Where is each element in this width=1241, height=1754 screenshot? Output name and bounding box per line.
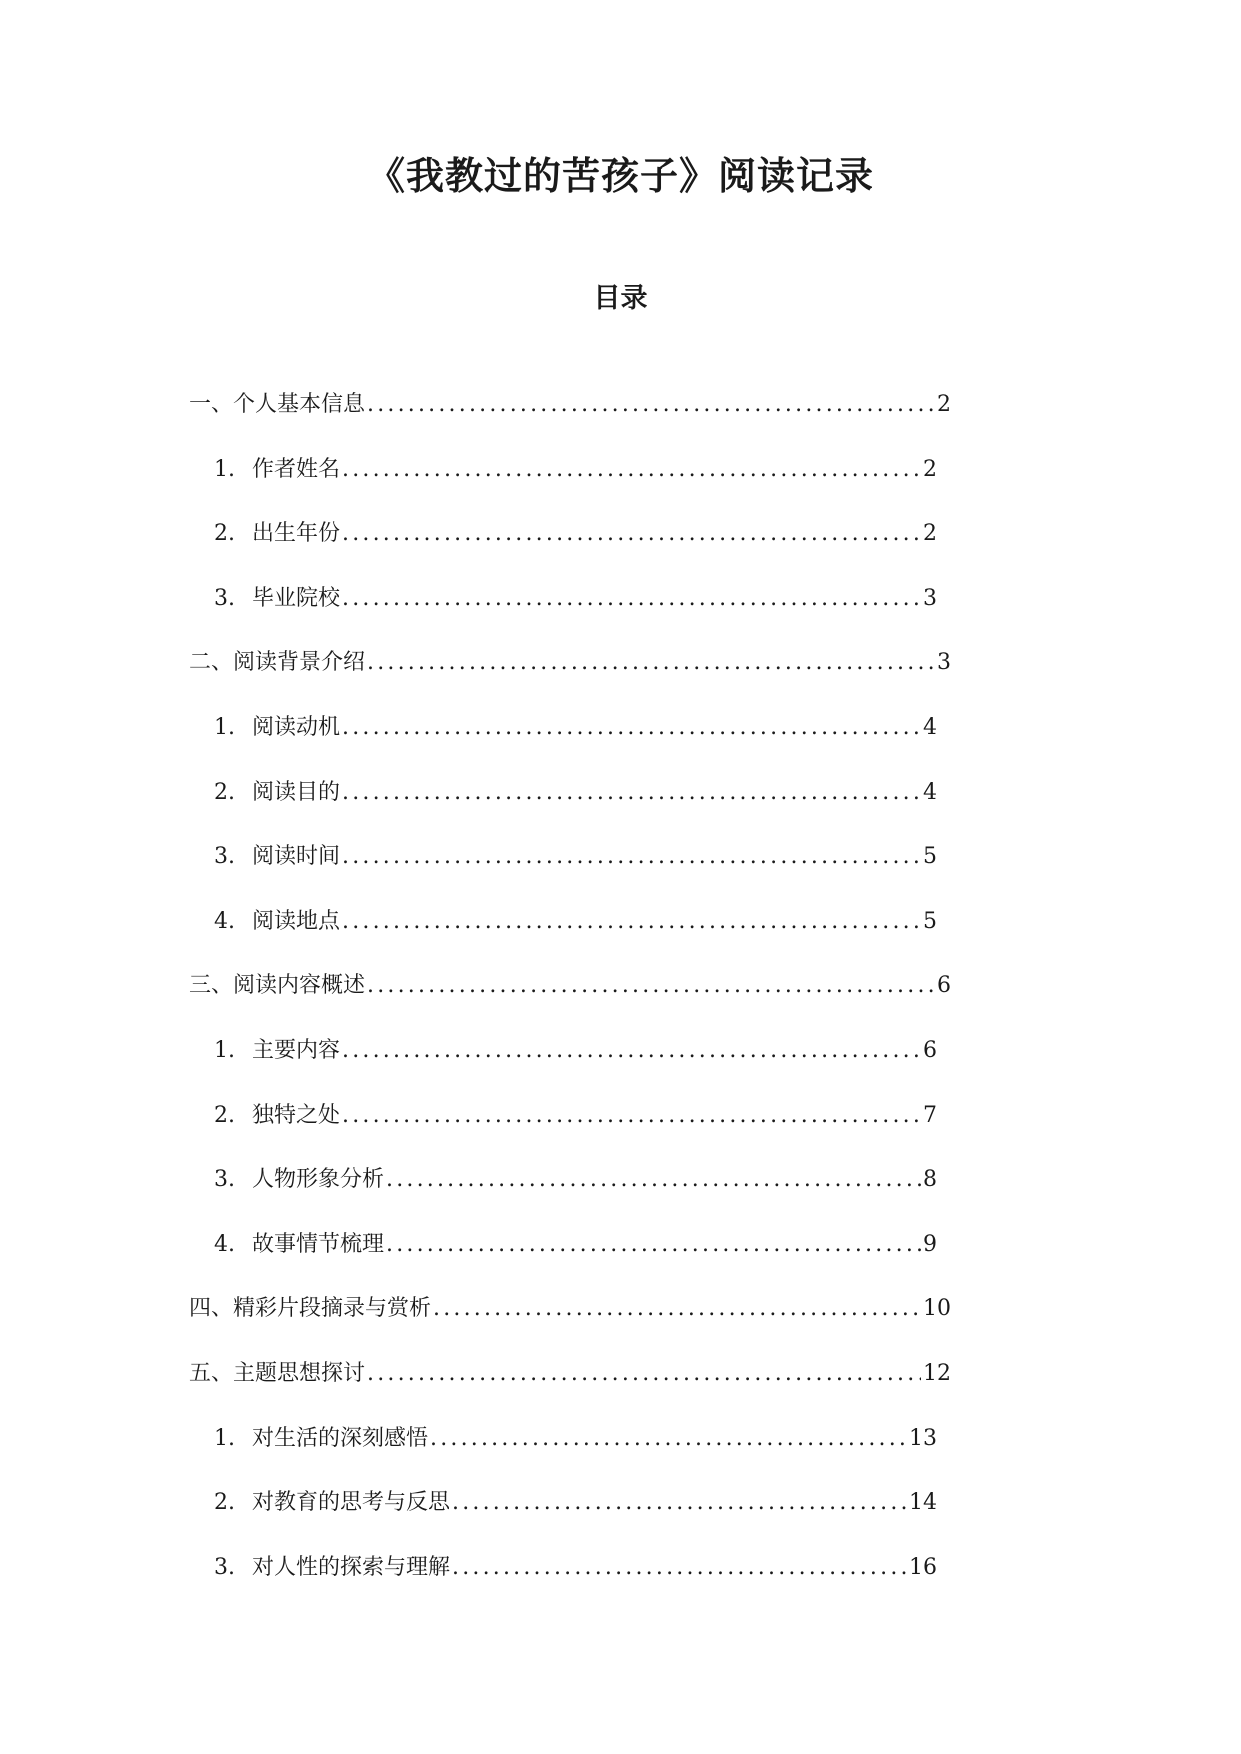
toc-entry[interactable] xyxy=(214,773,937,813)
toc-dot-leader xyxy=(452,1548,907,1588)
toc-dot-leader xyxy=(342,708,921,748)
toc-dot-leader xyxy=(386,1160,921,1200)
toc-entry-page-number: 12 xyxy=(923,1361,951,1386)
toc-entry-page-number: 2 xyxy=(923,521,937,546)
toc-entry-page-number: 8 xyxy=(923,1167,937,1192)
toc-entry-page-number: 10 xyxy=(923,1296,951,1321)
toc-entry-title: 三、阅读内容概述 xyxy=(189,973,366,998)
toc-dot-leader xyxy=(386,1225,921,1265)
toc-dot-leader xyxy=(367,643,935,683)
toc-entry-page-number: 3 xyxy=(923,586,937,611)
toc-entry-title: 阅读地点 xyxy=(252,909,341,934)
toc-entry[interactable] xyxy=(189,1289,951,1329)
toc-entry-title: 故事情节梳理 xyxy=(252,1232,385,1257)
toc-dot-leader xyxy=(342,902,921,942)
toc-dot-leader xyxy=(342,514,921,554)
toc-entry-number: 2. xyxy=(214,1103,235,1128)
toc-dot-leader xyxy=(367,385,935,425)
toc-entry-number: 2. xyxy=(214,521,235,546)
toc-entry-title: 阅读目的 xyxy=(252,780,341,805)
toc-entry-title: 毕业院校 xyxy=(252,586,341,611)
toc-dot-leader xyxy=(342,1031,921,1071)
toc-entry[interactable] xyxy=(189,966,951,1006)
toc-entry-page-number: 4 xyxy=(923,780,937,805)
toc-entry-number: 2. xyxy=(214,1490,235,1515)
toc-entry-number: 1. xyxy=(214,715,235,740)
toc-entry-page-number: 6 xyxy=(937,973,951,998)
document-title: 《我教过的苦孩子》阅读记录 xyxy=(366,153,874,198)
toc-entry-number: 1. xyxy=(214,457,235,482)
toc-entry[interactable] xyxy=(214,902,937,942)
toc-entry-title: 二、阅读背景介绍 xyxy=(189,650,366,675)
toc-entry[interactable] xyxy=(214,1096,937,1136)
toc-entry-page-number: 5 xyxy=(923,844,937,869)
toc-entry[interactable] xyxy=(189,1354,951,1394)
toc-dot-leader xyxy=(367,966,935,1006)
toc-entry-page-number: 7 xyxy=(923,1103,937,1128)
toc-entry-title: 出生年份 xyxy=(252,521,341,546)
toc-entry[interactable] xyxy=(214,1225,937,1265)
toc-dot-leader xyxy=(342,450,921,490)
toc-dot-leader xyxy=(342,1096,921,1136)
toc-entry-title: 对人性的探索与理解 xyxy=(252,1555,451,1580)
toc-entry[interactable] xyxy=(214,1160,937,1200)
toc-entry-title: 一、个人基本信息 xyxy=(189,392,366,417)
toc-entry-title: 独特之处 xyxy=(252,1103,341,1128)
toc-entry-page-number: 9 xyxy=(923,1232,937,1257)
toc-entry-page-number: 16 xyxy=(909,1555,937,1580)
toc-heading: 目录 xyxy=(593,283,648,314)
toc-entry-title: 作者姓名 xyxy=(252,457,341,482)
toc-entry-number: 2. xyxy=(214,780,235,805)
toc-entry[interactable] xyxy=(214,1548,937,1588)
toc-entry-page-number: 14 xyxy=(909,1490,937,1515)
toc-dot-leader xyxy=(342,837,921,877)
toc-entry-number: 3. xyxy=(214,1167,235,1192)
toc-entry-page-number: 2 xyxy=(923,457,937,482)
toc-entry-title: 对生活的深刻感悟 xyxy=(252,1426,429,1451)
toc-entry-page-number: 2 xyxy=(937,392,951,417)
toc-entry[interactable] xyxy=(214,514,937,554)
toc-entry-title: 四、精彩片段摘录与赏析 xyxy=(189,1296,432,1321)
toc-entry-number: 4. xyxy=(214,1232,235,1257)
toc-entry[interactable] xyxy=(214,1419,937,1459)
toc-entry-number: 3. xyxy=(214,586,235,611)
toc-dot-leader xyxy=(342,773,921,813)
toc-dot-leader xyxy=(367,1354,921,1394)
toc-dot-leader xyxy=(342,579,921,619)
toc-entry[interactable] xyxy=(214,1031,937,1071)
toc-entry-page-number: 4 xyxy=(923,715,937,740)
toc-dot-leader xyxy=(430,1419,907,1459)
toc-entry-number: 1. xyxy=(214,1426,235,1451)
toc-entry-title: 阅读时间 xyxy=(252,844,341,869)
toc-entry-page-number: 6 xyxy=(923,1038,937,1063)
toc-entry[interactable] xyxy=(189,643,951,683)
toc-entry-title: 对教育的思考与反思 xyxy=(252,1490,451,1515)
toc-dot-leader xyxy=(433,1289,921,1329)
toc-entry[interactable] xyxy=(214,837,937,877)
toc-entry[interactable] xyxy=(214,1483,937,1523)
toc-entry[interactable] xyxy=(214,450,937,490)
toc-entry[interactable] xyxy=(214,708,937,748)
toc-entry[interactable] xyxy=(189,385,951,425)
toc-entry-title: 五、主题思想探讨 xyxy=(189,1361,366,1386)
toc-entry-page-number: 5 xyxy=(923,909,937,934)
toc-entry-page-number: 13 xyxy=(909,1426,937,1451)
toc-entry-number: 3. xyxy=(214,844,235,869)
toc-dot-leader xyxy=(452,1483,907,1523)
toc-entry-title: 阅读动机 xyxy=(252,715,341,740)
toc-entry-number: 4. xyxy=(214,909,235,934)
toc-entry-title: 主要内容 xyxy=(252,1038,341,1063)
toc-entry-number: 1. xyxy=(214,1038,235,1063)
toc-entry-page-number: 3 xyxy=(937,650,951,675)
toc-entry-number: 3. xyxy=(214,1555,235,1580)
toc-entry[interactable] xyxy=(214,579,937,619)
toc-entry-title: 人物形象分析 xyxy=(252,1167,385,1192)
